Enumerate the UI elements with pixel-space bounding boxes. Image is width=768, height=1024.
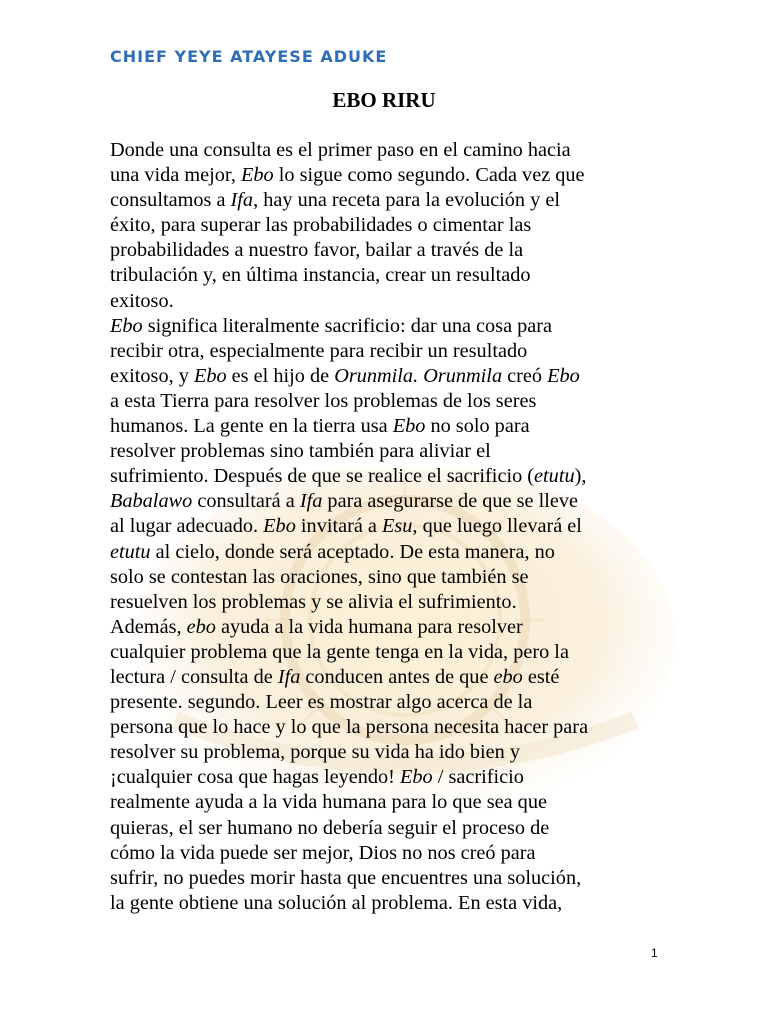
text-run: al lugar adecuado. [110,515,264,538]
text-line [110,765,670,790]
text-run: ¡cualquier cosa que hagas leyendo! [110,766,401,789]
text-line [110,715,670,740]
text-run: presente. segundo. Leer es mostrar algo acerca de la [110,691,533,714]
text-line [110,590,670,615]
text-run: quieras, el ser humano no debería seguir el proceso de [110,816,550,839]
text-run: realmente ayuda a la vida humana para lo que sea que [110,791,547,814]
text-line [110,238,670,263]
text-run: es el hijo de [226,364,335,387]
text-run: a esta Tierra para resolver los problemas de los seres [110,389,537,412]
text-run: consultará a [192,490,300,513]
italic-term: Esu [382,515,413,538]
italic-term: Ifa [299,490,323,513]
italic-term: Ebo [392,415,426,438]
text-line [110,213,670,238]
text-line [110,565,670,590]
text-run: éxito, para superar las probabilidades o cimentar las [110,214,532,237]
text-line [110,489,670,514]
text-run: cómo la vida puede ser mejor, Dios no nos creó para [110,841,536,864]
text-line [110,138,670,163]
text-run: invitará a [295,515,382,538]
text-run: cualquier problema que la gente tenga en la vida, pero la [110,640,569,663]
text-run: recibir otra, especialmente para recibir un resultado [110,339,528,362]
text-line [110,439,670,464]
text-run: ayuda a la vida humana para resolver [215,615,523,638]
text-run: / sacrificio [432,766,524,789]
document-header: CHIEF YEYE ATAYESE ADUKE [110,47,388,66]
text-run: al cielo, donde será aceptado. De esta manera, no [150,540,555,563]
text-line [110,314,670,339]
text-run: no solo para [425,415,530,438]
text-line [110,364,670,389]
italic-term: etutu [110,540,151,563]
text-line [110,163,670,188]
text-run: probabilidades a nuestro favor, bailar a través de la [110,239,524,262]
text-run: resolver problemas sino también para aliviar el [110,440,491,463]
italic-term: Ebo [547,364,580,387]
text-run: , que luego llevará el [412,515,582,538]
italic-term: Ebo [400,766,433,789]
document-title: EBO RIRU [332,88,436,112]
italic-term: Ebo [240,164,274,187]
text-run: la gente obtiene una solución al problema. En esta vida, [110,891,563,914]
text-line [110,540,670,565]
text-run: lo sigue como segundo. Cada vez que [273,164,585,187]
italic-term: Ebo [110,314,143,337]
text-run: Además, [110,615,187,638]
text-line [110,640,670,665]
text-run: consultamos a [110,189,231,212]
text-line [110,464,670,489]
text-line [110,690,670,715]
text-run: exitoso, y [110,364,194,387]
text-run: Donde una consulta es el primer paso en el camino hacia [110,139,571,161]
text-run: solo se contestan las oraciones, sino que también se [110,565,529,588]
italic-term: ebo [493,665,523,688]
italic-term: etutu [534,465,575,488]
text-run: sufrimiento. Después de que se realice el sacrificio ( [110,465,535,488]
text-line [110,841,670,866]
text-line [110,289,670,314]
text-run: para asegurarse de que se lleve [322,490,578,513]
text-run: significa literalmente sacrificio: dar una cosa para [142,314,553,337]
text-run: lectura / consulta de [110,665,278,688]
text-line [110,816,670,841]
text-line [110,514,670,539]
text-run: resuelven los problemas y se alivia el sufrimiento. [110,590,517,613]
text-run: conducen antes de que [300,665,494,688]
text-line [110,891,670,916]
text-line [110,665,670,690]
italic-term: Babalawo [110,490,193,513]
page-number: 1 [651,946,658,960]
italic-term: ebo [186,615,216,638]
text-run: , hay una receta para la evolución y el [253,189,560,212]
text-run: ), [574,465,587,488]
italic-term: Ebo [193,364,227,387]
text-line [110,740,670,765]
italic-term: Ebo [263,515,296,538]
text-run: tribulación y, en última instancia, crear un resultado [110,264,531,287]
text-line [110,790,670,815]
text-run: exitoso. [110,289,174,312]
text-line [110,263,670,288]
text-line [110,188,670,213]
body-text [110,138,670,916]
text-run: creó [502,364,548,387]
italic-term: Ifa [230,189,254,212]
text-line [110,866,670,891]
italic-term: Orunmila. Orunmila [334,364,503,387]
text-run: sufrir, no puedes morir hasta que encuentres una solución, [110,866,582,889]
italic-term: Ifa [277,665,301,688]
text-run: humanos. La gente en la tierra usa [110,415,393,438]
text-run: una vida mejor, [110,164,241,187]
text-line [110,414,670,439]
text-run: esté [522,665,560,688]
text-line [110,389,670,414]
text-run: persona que lo hace y lo que la persona necesita hacer para [110,716,589,739]
text-line [110,339,670,364]
text-line [110,615,670,640]
text-run: resolver su problema, porque su vida ha ido bien y [110,741,521,764]
